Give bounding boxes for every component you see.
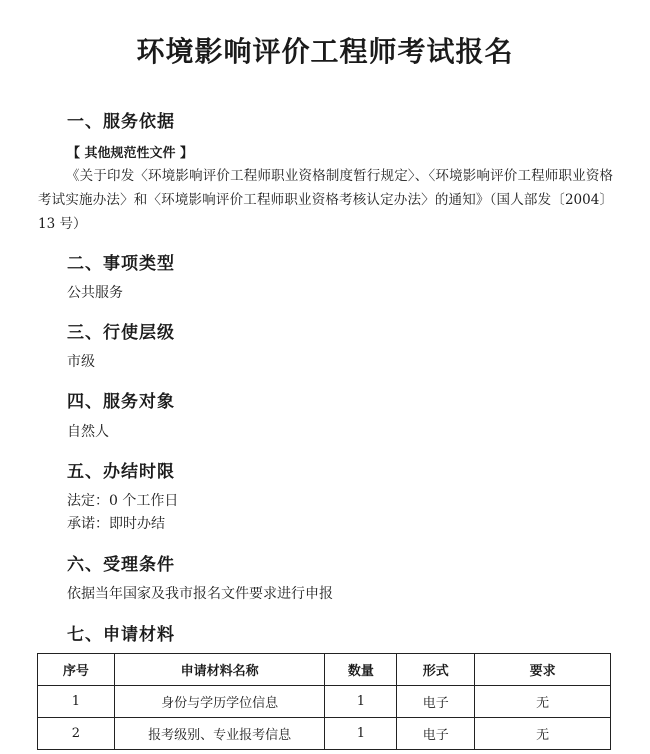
section-heading-deadline: 五、办结时限	[67, 462, 175, 482]
document-title: 环境影响评价工程师考试报名	[136, 35, 514, 68]
table-row	[38, 686, 611, 718]
cell-form: 电子	[397, 686, 475, 718]
cell-quantity: 1	[325, 686, 397, 718]
level-value: 市级	[67, 354, 95, 370]
header-requirement: 要求	[475, 654, 611, 686]
section-heading-basis: 一、服务依据	[67, 112, 175, 132]
cell-quantity: 1	[325, 718, 397, 750]
cell-requirement: 无	[475, 686, 611, 718]
conditions-value: 依据当年国家及我市报名文件要求进行申报	[67, 586, 333, 602]
type-value: 公共服务	[67, 285, 123, 301]
header-index: 序号	[38, 654, 115, 686]
cell-index: 1	[38, 686, 115, 718]
section-heading-materials: 七、申请材料	[67, 625, 175, 645]
section-heading-type: 二、事项类型	[67, 254, 175, 274]
table-header-row	[38, 654, 611, 686]
deadline-promise: 承诺：即时办结	[67, 516, 165, 532]
cell-form: 电子	[397, 718, 475, 750]
deadline-legal: 法定：0 个工作日	[67, 493, 179, 509]
cell-requirement: 无	[475, 718, 611, 750]
section-heading-conditions: 六、受理条件	[67, 555, 175, 575]
basis-label: 【 其他规范性文件 】	[67, 146, 194, 161]
section-heading-target: 四、服务对象	[67, 392, 175, 412]
cell-index: 2	[38, 718, 115, 750]
header-quantity: 数量	[325, 654, 397, 686]
cell-material-name: 身份与学历学位信息	[114, 686, 325, 718]
cell-material-name: 报考级别、专业报考信息	[114, 718, 325, 750]
materials-table	[37, 653, 611, 750]
header-material-name: 申请材料名称	[114, 654, 325, 686]
target-value: 自然人	[67, 424, 109, 440]
basis-text: 《关于印发〈环境影响评价工程师职业资格制度暂行规定〉、〈环境影响评价工程师职业资格考试实施办法〉和〈环境影响评价工程师职业资格考核认定办法〉的通知》（国人部发〔2004〕13 号）	[38, 168, 613, 232]
header-form: 形式	[397, 654, 475, 686]
section-heading-level: 三、行使层级	[67, 323, 175, 343]
table-row	[38, 718, 611, 750]
